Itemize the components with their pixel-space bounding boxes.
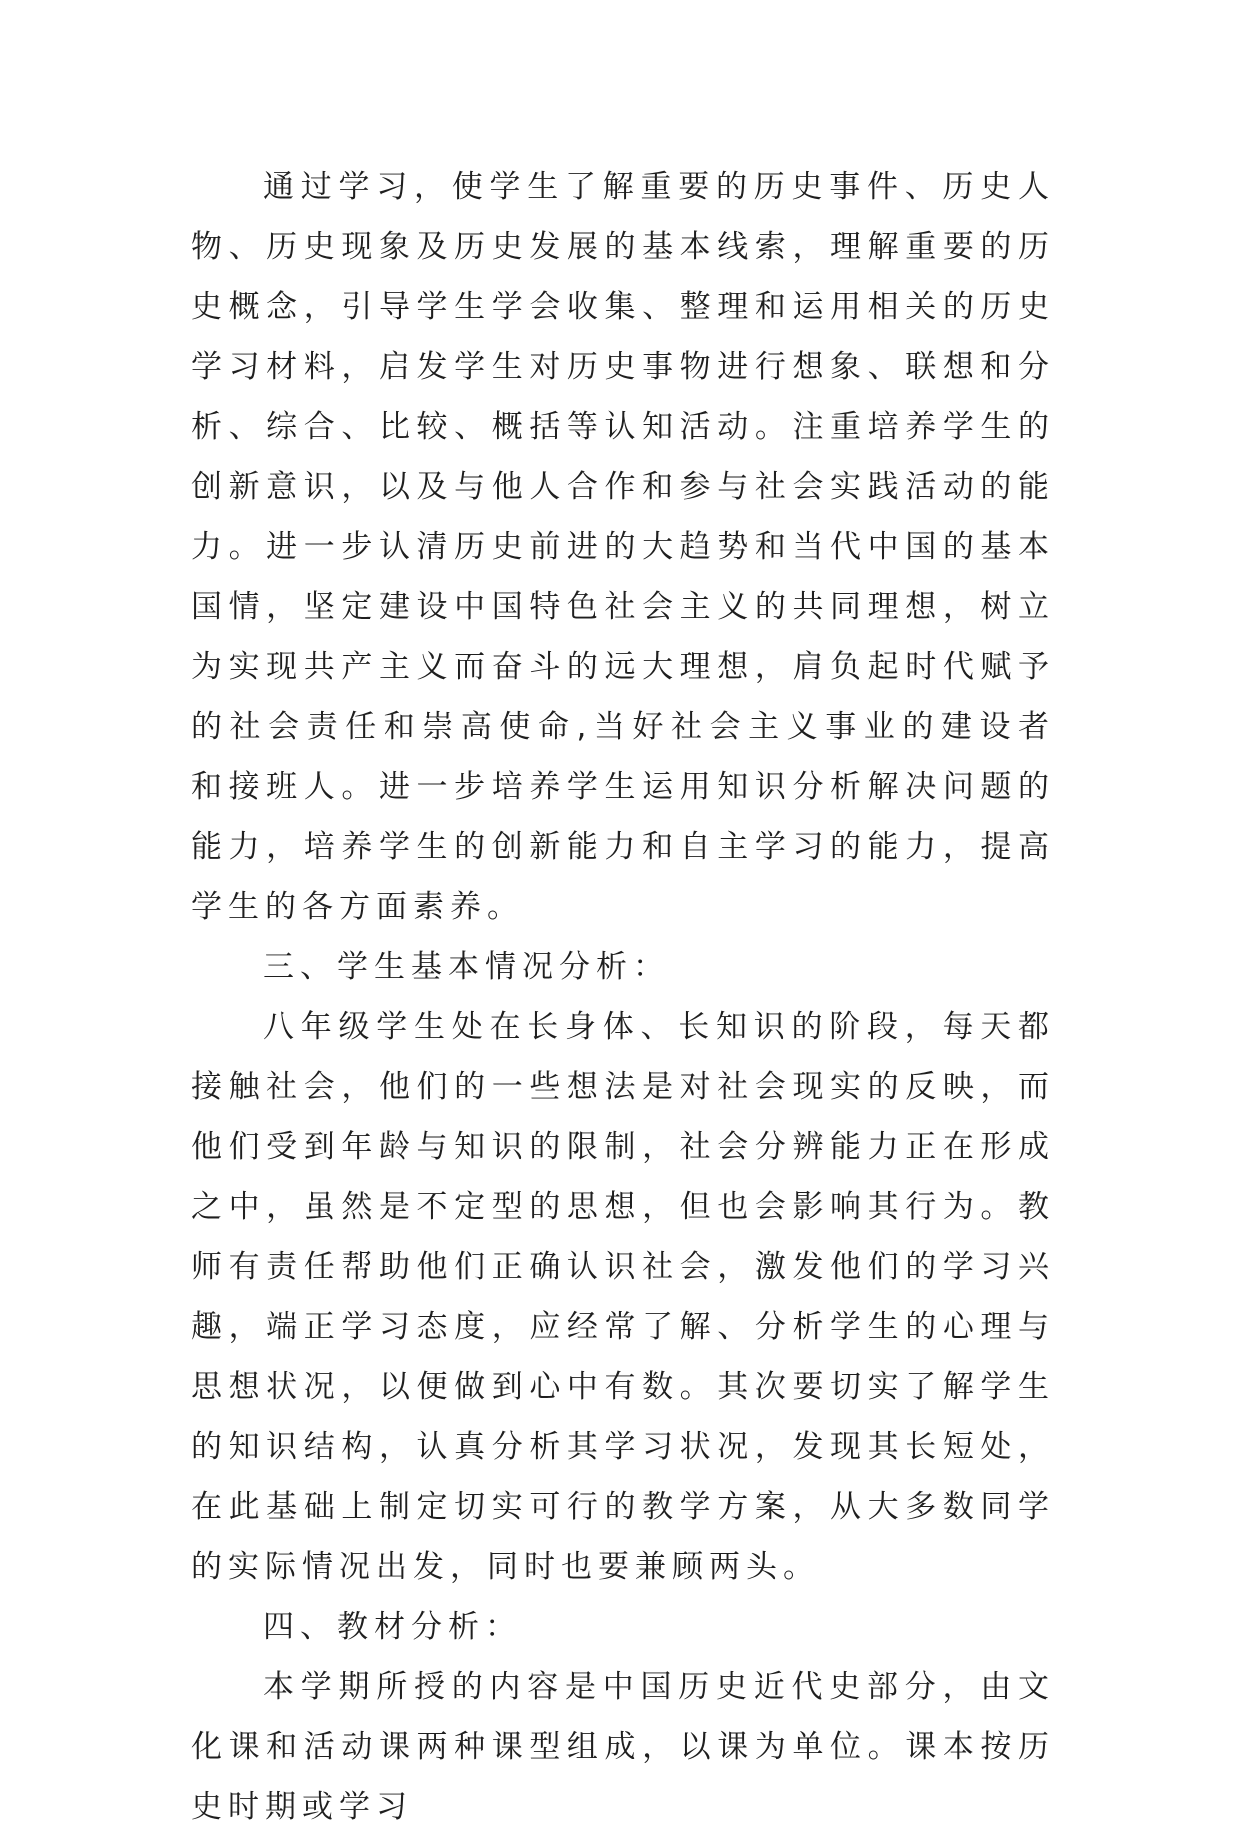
section-heading-student-analysis: 三、学生基本情况分析： [263, 949, 670, 985]
paragraph-student-analysis: 八年级学生处在长身体、长知识的阶段，每天都接触社会，他们的一些想法是对社会现实的反映，而他们受到年龄与知识的限制，社会分辨能力正在形成之中，虽然是不定型的思想，但也会影响其行为。教师有责任帮助他们正确认识社会，激发他们的学习兴趣，端正学习态度，应经常了解、分析学生的心理与思想状况，以便做到心中有数。其次要切实了解学生的知识结构，认真分析其学习状况，发现其长短处，在此基础上制定切实可行的教学方案，从大多数同学的实际情况出发，同时也要兼顾两头。 [191, 1009, 1055, 1585]
paragraph-textbook-analysis: 本学期所授的内容是中国历史近代史部分，由文化课和活动课两种课型组成，以课为单位。课本按历史时期或学习 [191, 1669, 1055, 1825]
document-body [191, 157, 1055, 1837]
section-heading-textbook-analysis: 四、教材分析： [263, 1609, 522, 1645]
paragraph-learning-goals: 通过学习，使学生了解重要的历史事件、历史人物、历史现象及历史发展的基本线索，理解重要的历史概念，引导学生学会收集、整理和运用相关的历史学习材料，启发学生对历史事物进行想象、联想和分析、综合、比较、概括等认知活动。注重培养学生的创新意识，以及与他人合作和参与社会实践活动的能力。进一步认清历史前进的大趋势和当代中国的基本国情，坚定建设中国特色社会主义的共同理想，树立为实现共产主义而奋斗的远大理想，肩负起时代赋予的社会责任和崇高使命,当好社会主义事业的建设者和接班人。进一步培养学生运用知识分析解决问题的能力，培养学生的创新能力和自主学习的能力，提高学生的各方面素养。 [191, 169, 1055, 925]
